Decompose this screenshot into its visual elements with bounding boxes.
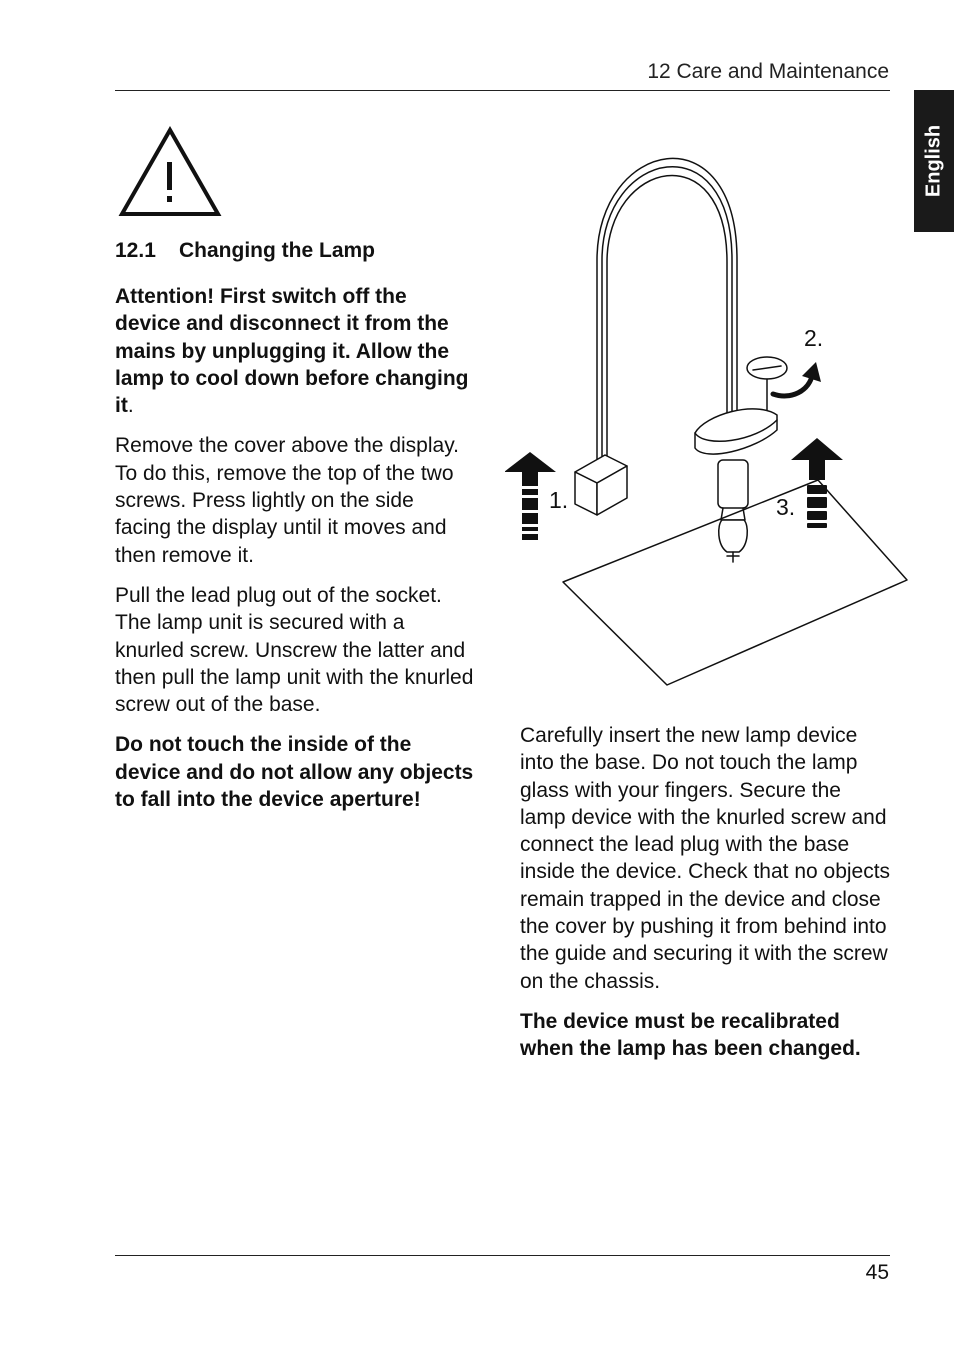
pull-arrow-3-icon [791,438,843,528]
running-header: 12 Care and Maintenance [647,60,889,83]
step-3-label: 3. [776,494,796,520]
lamp-bulb [718,460,748,562]
cover-removal-paragraph: Remove the cover above the display. To do this, remove the top of the two screws. Press lightly on the side facing the display until it moves and then remove it. [115,434,459,567]
lamp-replacement-diagram [505,130,915,700]
language-tab [914,90,954,232]
lead-plug [575,455,627,515]
attention-text: Attention! First switch off the device and disconnect it from the mains by unplugging it. Allow the lamp to cool down before changing it [115,285,469,418]
right-column [520,722,892,1076]
section-title: Changing the Lamp [179,239,375,262]
lamp-base-plate [695,409,777,454]
step-1-label: 1. [549,487,569,513]
step-2-label: 2. [804,325,824,351]
footer-rule [115,1255,890,1256]
chassis-plane [563,480,907,685]
aperture-warning: Do not touch the inside of the device and do not allow any objects to fall into the device aperture! [115,733,474,812]
page-number: 45 [865,1261,889,1284]
left-column [115,236,475,826]
warning-triangle-icon [118,126,222,218]
section-heading [115,236,475,266]
section-number: 12.1 [115,239,156,262]
language-tab-label: English [922,124,945,198]
attention-paragraph [115,283,475,419]
insert-lamp-paragraph: Carefully insert the new lamp device into the base. Do not touch the lamp glass with your fingers. Secure the lamp device with the knurled screw and connect the lead plug with the base inside the device. Check that no objects remain trapped in the device and close the cover by pushing it from behind into the guide and securing it with the screw on the chassis. [520,724,891,993]
lamp-cable [597,158,737,460]
recalibration-note: The device must be recalibrated when the lamp has been changed. [520,1009,861,1061]
header-rule [115,90,890,91]
lamp-removal-paragraph: Pull the lead plug out of the socket. The lamp unit is secured with a knurled screw. Unscrew the latter and then pull the lamp unit with the knurled screw out of the base. [115,583,474,717]
attention-tail: . [127,394,134,418]
